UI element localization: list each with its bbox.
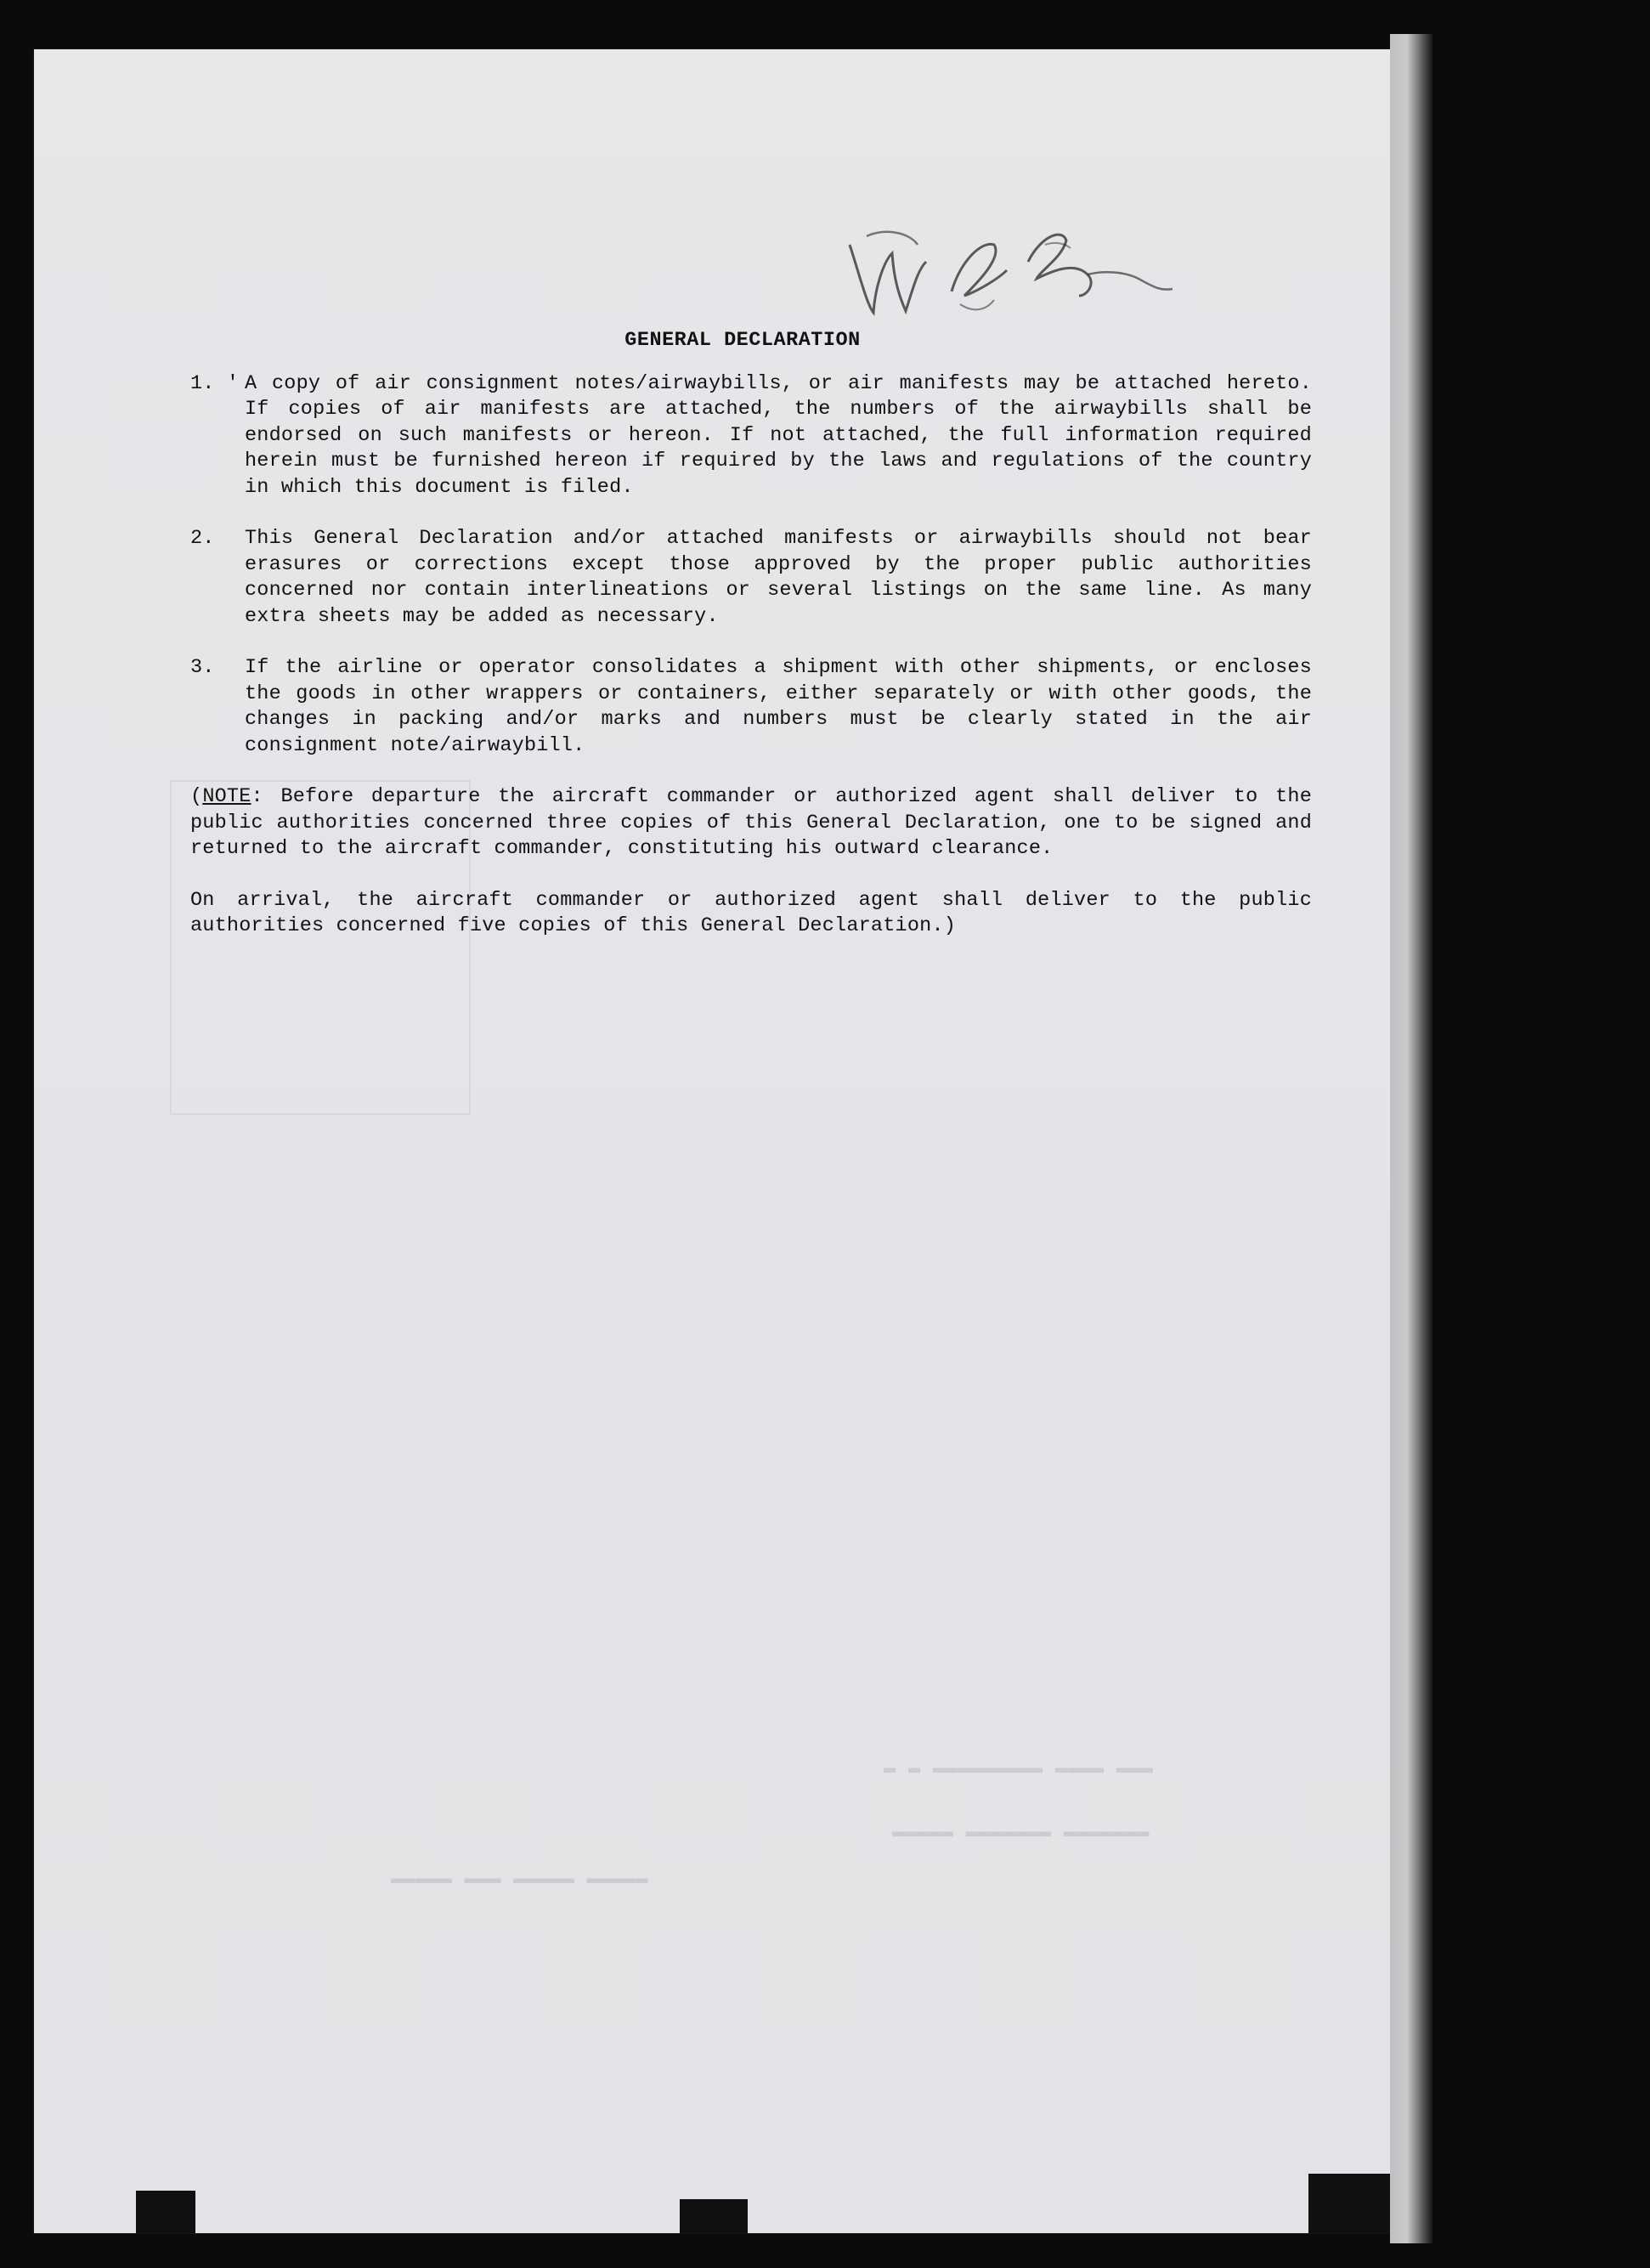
item-text: A copy of air consignment notes/airwaybills, or air manifests may be attached hereto. If copies of air manifests are attached, the numbers of the airwaybills shall be endorsed on such manifests or hereon. If not attached, the full information required herein must be furnished hereon if required by the laws and regulations of the country in which this document is filed. bbox=[245, 371, 1312, 499]
bleed-through-mark: ▬▬▬▬▬ ▬▬▬▬▬ ▬▬▬ ▬▬▬▬▬ bbox=[391, 1868, 648, 1891]
departure-note bbox=[190, 784, 1312, 863]
document-page bbox=[34, 49, 1390, 2233]
binding-tab bbox=[136, 2191, 195, 2233]
item-number: 3. bbox=[190, 656, 215, 679]
bleed-through-mark: ▬▬▬ ▬▬▬▬ ▬▬▬▬▬▬▬▬▬ ▬ ▬ bbox=[884, 1757, 1153, 1780]
item-number: 1. ' bbox=[190, 371, 240, 395]
list-item bbox=[190, 371, 1312, 501]
paper-edge bbox=[1390, 34, 1432, 2243]
item-number: 2. bbox=[190, 527, 215, 550]
note-text: : Before departure the aircraft commander or authorized agent shall deliver to the public authorities concerned three copies of this General Declaration, one to be signed and returned to the aircraft commander, constituting his outward clearance. bbox=[190, 785, 1312, 860]
binding-tab bbox=[1308, 2174, 1390, 2233]
note-paren: ( bbox=[190, 785, 203, 808]
note-label: NOTE bbox=[202, 785, 251, 808]
item-text: This General Declaration and/or attached manifests or airwaybills should not bear erasures or corrections except those approved by the proper public authorities concerned nor contain interlineations or several listings on the same line. As many extra sheets may be added as necessary. bbox=[245, 527, 1312, 628]
item-text: If the airline or operator consolidates a shipment with other shipments, or encloses the goods in other wrappers or containers, either separately or with other goods, the changes in packing and/or marks and numbers must be clearly stated in the air consignment note/airwaybill. bbox=[245, 656, 1312, 757]
list-item bbox=[190, 526, 1312, 630]
binding-tab bbox=[680, 2199, 748, 2233]
declaration-text bbox=[190, 328, 1312, 940]
document-title: GENERAL DECLARATION bbox=[624, 329, 861, 352]
list-item bbox=[190, 655, 1312, 759]
arrival-note: On arrival, the aircraft commander or authorized agent shall deliver to the public authorities concerned five copies of this General Declaration.) bbox=[190, 888, 1312, 937]
bleed-through-mark: ▬▬▬▬▬▬▬ ▬▬▬▬▬▬▬ ▬▬▬▬▬ bbox=[892, 1821, 1150, 1844]
handwritten-signature bbox=[833, 211, 1206, 330]
